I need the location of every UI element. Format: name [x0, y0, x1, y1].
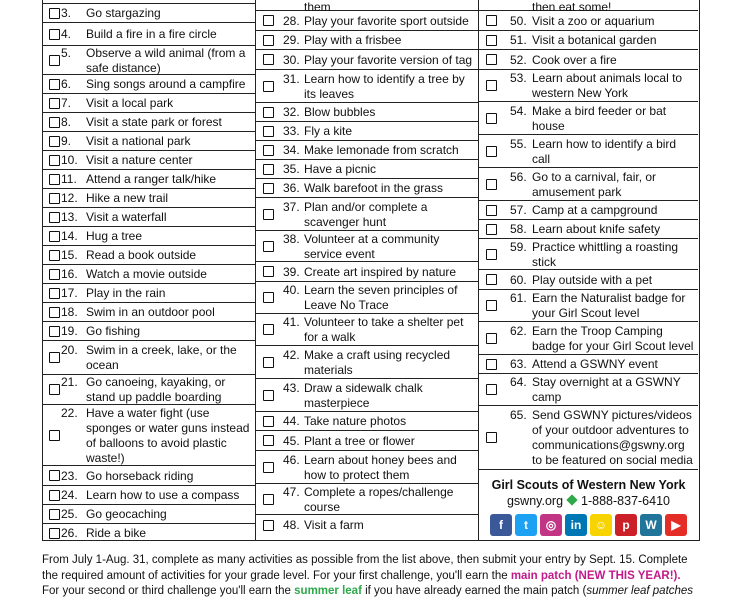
checklist-item [256, 515, 478, 536]
checklist-item [256, 122, 478, 141]
item-text: Make a craft using recycled materials [304, 348, 451, 377]
item-text: Send GSWNY pictures/videos of your outdoor adventures to communications@gswny.org to be featured on social media [532, 408, 693, 467]
checklist-item [479, 168, 698, 201]
checkbox[interactable] [49, 430, 60, 441]
item-number: 36. [283, 181, 300, 195]
checkbox[interactable] [263, 462, 274, 473]
checkbox[interactable] [263, 520, 274, 531]
item-text: Learn about animals local to western New York [532, 71, 683, 100]
item-text: Go to a carnival, fair, or amusement park [532, 170, 657, 199]
item-text: Attend a ranger talk/hike [86, 172, 217, 186]
instructions-line-3-italic: summer leaf patches [586, 585, 694, 597]
instagram-icon[interactable]: ◎ [540, 514, 562, 536]
checklist-item [256, 11, 478, 31]
checkbox[interactable] [263, 266, 274, 277]
item-text: Learn the seven principles of Leave No Trace [304, 283, 458, 312]
checkbox[interactable] [263, 390, 274, 401]
item-text: Attend a GSWNY event [532, 357, 658, 371]
item-number: 58. [510, 222, 527, 236]
item-text: Go stargazing [86, 6, 161, 20]
checkbox[interactable] [263, 145, 274, 156]
item-number: 45. [283, 434, 300, 448]
item-text: Have a water fight (use sponges or water guns instead of balloons to avoid plastic waste!) [86, 406, 250, 465]
item-number: 21. [61, 375, 78, 389]
item-text: Observe a wild animal (from a safe distance) [86, 46, 246, 75]
instructions-line-3: For your second or third challenge you'll earn the [42, 585, 295, 597]
item-number: 4. [61, 27, 72, 41]
item-text: Go geocaching [86, 507, 167, 521]
checklist-item [42, 505, 255, 524]
item-text: Practice whittling a roasting stick [532, 240, 679, 269]
checkbox[interactable] [263, 164, 274, 175]
checklist-item [479, 0, 698, 14]
checklist-item [256, 0, 478, 14]
item-text: Play your favorite sport outside [304, 14, 469, 28]
checkbox[interactable] [49, 98, 60, 109]
item-text: Plant a tree or flower [304, 434, 415, 448]
checkbox[interactable] [49, 490, 60, 501]
item-text: Play your favorite version of tag [304, 53, 473, 67]
twitter-icon[interactable]: t [515, 514, 537, 536]
checkbox[interactable] [49, 8, 60, 19]
checklist-item [256, 50, 478, 70]
checkbox[interactable] [49, 212, 60, 223]
checkbox[interactable] [49, 470, 60, 481]
checkbox[interactable] [486, 146, 497, 157]
checklist-item [42, 466, 255, 486]
item-text: Play with a frisbee [304, 33, 402, 47]
item-number: 61. [510, 291, 527, 305]
item-text: Camp at a campground [532, 203, 658, 217]
checkbox[interactable] [263, 107, 274, 118]
item-text: Create art inspired by nature [304, 265, 457, 279]
checklist-item [256, 379, 478, 412]
checklist-item [256, 141, 478, 160]
checklist-item [479, 201, 698, 220]
contact-info [479, 470, 698, 540]
checklist-item [42, 405, 255, 466]
checklist-item [256, 31, 478, 50]
phone-number[interactable]: 1-888-837-6410 [581, 494, 670, 508]
checkbox[interactable] [49, 352, 60, 363]
item-text: Watch a movie outside [86, 267, 207, 281]
item-text: Walk barefoot in the grass [304, 181, 443, 195]
checkbox[interactable] [49, 231, 60, 242]
item-number: 57. [510, 203, 527, 217]
item-text: Hike a new trail [86, 191, 169, 205]
checklist-item [42, 208, 255, 227]
item-number: 26. [61, 526, 78, 540]
item-text: Play in the rain [86, 286, 166, 300]
item-number: 6. [61, 77, 72, 91]
item-text: Visit a state park or forest [86, 115, 222, 129]
item-text: Visit a nature center [86, 153, 193, 167]
checkbox[interactable] [486, 80, 497, 91]
checkbox[interactable] [263, 35, 274, 46]
item-text: Complete a ropes/challenge course [304, 485, 454, 514]
checkbox[interactable] [486, 300, 497, 311]
checkbox[interactable] [49, 326, 60, 337]
item-number: 51. [510, 33, 527, 47]
checklist-item [479, 220, 698, 239]
item-number: 47. [283, 485, 300, 499]
checkbox[interactable] [263, 15, 274, 26]
checklist-item [479, 239, 698, 270]
checkbox[interactable] [49, 29, 60, 40]
checklist-item [42, 265, 255, 284]
checkbox[interactable] [486, 249, 497, 260]
checklist-item [42, 303, 255, 322]
item-number: 55. [510, 137, 527, 151]
item-number: 12. [61, 191, 78, 205]
item-number: 14. [61, 229, 78, 243]
item-text: Go horseback riding [86, 469, 194, 483]
item-text: Have a picnic [304, 162, 377, 176]
checklist-item [42, 284, 255, 303]
item-number: 46. [283, 453, 300, 467]
checklist-item [42, 189, 255, 208]
checklist-item [479, 135, 698, 168]
linkedin-icon[interactable]: in [565, 514, 587, 536]
item-text: Learn about knife safety [532, 222, 661, 236]
checklist-item [42, 486, 255, 505]
checklist-item [42, 227, 255, 246]
item-number: 20. [61, 343, 78, 357]
item-text: Earn the Troop Camping badge for your Girl Scout level [532, 324, 694, 353]
checkbox[interactable] [49, 117, 60, 128]
item-number: 37. [283, 200, 300, 214]
checklist-item [479, 11, 698, 31]
item-number: 25. [61, 507, 78, 521]
item-text: Swim in a creek, lake, or the ocean [86, 343, 237, 372]
item-text: Earn the Naturalist badge for your Girl Scout level [532, 291, 686, 320]
checkbox[interactable] [486, 35, 497, 46]
item-text: Make a bird feeder or bat house [532, 104, 667, 133]
checklist-item [42, 151, 255, 170]
item-number: 64. [510, 375, 527, 389]
checklist-item [256, 103, 478, 122]
item-text: Read a book outside [86, 248, 197, 262]
item-number: 33. [283, 124, 300, 138]
item-number: 38. [283, 232, 300, 246]
checklist-item [479, 355, 698, 374]
item-number: 7. [61, 96, 72, 110]
item-number: 5. [61, 46, 72, 60]
item-number: 54. [510, 104, 527, 118]
item-number: 44. [283, 414, 300, 428]
checkbox[interactable] [486, 15, 497, 26]
instructions-text [42, 553, 702, 600]
item-number: 42. [283, 348, 300, 362]
checkbox[interactable] [263, 183, 274, 194]
item-number: 32. [283, 105, 300, 119]
checkbox[interactable] [486, 54, 497, 65]
item-number: 62. [510, 324, 527, 338]
item-number: 34. [283, 143, 300, 157]
checkbox[interactable] [49, 136, 60, 147]
checkbox[interactable] [486, 274, 497, 285]
checklist-item [42, 113, 255, 132]
checkbox[interactable] [49, 384, 60, 395]
checklist-item [479, 102, 698, 135]
item-number: 3. [61, 6, 72, 20]
item-number: 43. [283, 381, 300, 395]
item-number: 53. [510, 71, 527, 85]
item-number: 60. [510, 273, 527, 287]
item-text: Visit a farm [304, 518, 364, 532]
item-text: Hug a tree [86, 229, 143, 243]
item-text: Learn how to identify a bird call [532, 137, 677, 166]
item-number: 41. [283, 315, 300, 329]
checkbox[interactable] [486, 224, 497, 235]
item-number: 16. [61, 267, 78, 281]
item-text: Visit a national park [86, 134, 191, 148]
checklist-item [256, 431, 478, 451]
checkbox[interactable] [263, 209, 274, 220]
checkbox[interactable] [486, 432, 497, 443]
item-text: Learn how to use a compass [86, 488, 240, 502]
checklist-item [42, 46, 255, 75]
diamond-icon [566, 494, 577, 505]
checkbox[interactable] [486, 205, 497, 216]
item-number: 15. [61, 248, 78, 262]
checklist-item [42, 4, 255, 23]
checklist-item [42, 341, 255, 375]
youtube-icon[interactable]: ▶ [665, 514, 687, 536]
item-number: 65. [510, 408, 527, 422]
checklist-item [42, 23, 255, 46]
checklist-item [42, 246, 255, 265]
checklist-item [256, 70, 478, 103]
checkbox[interactable] [263, 357, 274, 368]
main-patch-highlight: main patch (NEW THIS YEAR!). [510, 569, 681, 582]
item-text: Draw a sidewalk chalk masterpiece [304, 381, 423, 410]
checklist-item [42, 524, 255, 543]
item-number: 8. [61, 115, 72, 129]
checkbox[interactable] [486, 333, 497, 344]
checkbox[interactable] [49, 307, 60, 318]
checkbox[interactable] [263, 292, 274, 303]
item-text: Visit a local park [86, 96, 174, 110]
item-number: 11. [61, 172, 77, 186]
contact-line [479, 494, 698, 508]
item-text: Stay overnight at a GSWNY camp [532, 375, 681, 404]
item-text: Learn about honey bees and how to protect them [304, 453, 457, 482]
item-number: 19. [61, 324, 78, 338]
item-number: 23. [61, 469, 78, 483]
item-text: Plan and/or complete a scavenger hunt [304, 200, 428, 229]
checklist-item [256, 484, 478, 515]
checklist-item [479, 290, 698, 322]
checklist-item [256, 412, 478, 431]
item-number: 22. [61, 406, 78, 420]
item-number: 59. [510, 240, 527, 254]
item-number: 9. [61, 134, 72, 148]
checklist-item [479, 374, 698, 406]
checklist-item [256, 179, 478, 198]
item-text: Sing songs around a campfire [86, 77, 246, 91]
item-number: 24. [61, 488, 78, 502]
item-number: 29. [283, 33, 300, 47]
checkbox[interactable] [49, 250, 60, 261]
checklist-item [256, 262, 478, 282]
item-number: 50. [510, 14, 527, 28]
checklist-item [42, 170, 255, 189]
item-number: 13. [61, 210, 78, 224]
summer-leaf-highlight: summer leaf [294, 585, 362, 597]
item-text: Visit a zoo or aquarium [532, 14, 655, 28]
item-number: 40. [283, 283, 300, 297]
checklist-item [42, 375, 255, 405]
org-name: Girl Scouts of Western New York [491, 478, 686, 492]
checklist-item [256, 314, 478, 346]
item-number: 31. [283, 72, 300, 86]
item-text: Take nature photos [304, 414, 407, 428]
item-number: 17. [61, 286, 78, 300]
checkbox[interactable] [49, 55, 60, 66]
item-text: Go fishing [86, 324, 141, 338]
checklist-item [256, 231, 478, 262]
checkbox[interactable] [486, 384, 497, 395]
checkbox[interactable] [49, 79, 60, 90]
facebook-icon[interactable]: f [490, 514, 512, 536]
checklist-item [42, 132, 255, 151]
item-number: 56. [510, 170, 527, 184]
item-number: 39. [283, 265, 300, 279]
checklist-item [479, 31, 698, 50]
checklist-item [256, 160, 478, 179]
instructions-line-2: the required amount of activities for your grade level. For your first challenge, you'll earn the [42, 569, 511, 582]
checklist-item [42, 94, 255, 113]
checkbox[interactable] [49, 509, 60, 520]
item-text: Volunteer at a community service event [304, 232, 440, 261]
checkbox[interactable] [49, 174, 60, 185]
item-text: Visit a botanical garden [532, 33, 657, 47]
instructions-line-3-cont: if you have already earned the main patch ( [361, 585, 587, 597]
checklist-item [256, 346, 478, 379]
item-text: Cook over a fire [532, 53, 617, 67]
instructions-line-1: From July 1-Aug. 31, complete as many activities as possible from the list above, then submit your entry by Sept. 15. Complete [42, 554, 688, 566]
item-number: 18. [61, 305, 78, 319]
item-number: 48. [283, 518, 300, 532]
item-text: Learn how to identify a tree by its leaves [304, 72, 465, 101]
snapchat-icon[interactable]: ☺ [590, 514, 612, 536]
pinterest-icon[interactable]: p [615, 514, 637, 536]
item-text: Build a fire in a fire circle [86, 27, 217, 41]
item-text: Swim in an outdoor pool [86, 305, 215, 319]
item-number: 35. [283, 162, 300, 176]
checklist-item [479, 270, 698, 290]
item-number: 30. [283, 53, 300, 67]
wordpress-icon[interactable]: W [640, 514, 662, 536]
item-text: Play outside with a pet [532, 273, 653, 287]
checkbox[interactable] [486, 179, 497, 190]
checklist-item [479, 322, 698, 355]
item-text: Ride a bike [86, 526, 147, 540]
item-number: 28. [283, 14, 300, 28]
checklist-item [42, 75, 255, 94]
item-text: them [304, 0, 331, 14]
checkbox[interactable] [263, 54, 274, 65]
item-text: Blow bubbles [304, 105, 376, 119]
item-text: Fly a kite [304, 124, 353, 138]
checklist-item [479, 70, 698, 102]
item-text: then eat some! [532, 0, 612, 14]
checkbox[interactable] [263, 435, 274, 446]
checkbox[interactable] [49, 193, 60, 204]
checkbox[interactable] [49, 269, 60, 280]
item-number: 63. [510, 357, 527, 371]
checkbox[interactable] [49, 155, 60, 166]
checkbox[interactable] [263, 324, 274, 335]
social-icons [479, 514, 698, 536]
item-number: 52. [510, 53, 527, 67]
checklist-item [256, 282, 478, 314]
item-text: Visit a waterfall [86, 210, 167, 224]
checklist-item [42, 322, 255, 341]
checkbox[interactable] [263, 81, 274, 92]
checkbox[interactable] [486, 113, 497, 124]
item-text: Go canoeing, kayaking, or stand up paddle boarding [86, 375, 226, 404]
item-text: Make lemonade from scratch [304, 143, 459, 157]
checkbox[interactable] [263, 126, 274, 137]
checklist-item [256, 198, 478, 231]
website-link[interactable]: gswny.org [506, 494, 564, 508]
checkbox[interactable] [263, 241, 274, 252]
checkbox[interactable] [49, 528, 60, 539]
checkbox[interactable] [49, 288, 60, 299]
checkbox[interactable] [263, 494, 274, 505]
checklist-item [256, 451, 478, 484]
item-number: 10. [61, 153, 78, 167]
checklist-item [479, 50, 698, 70]
checkbox[interactable] [486, 359, 497, 370]
checkbox[interactable] [263, 416, 274, 427]
checklist-item [479, 406, 698, 470]
item-text: Volunteer to take a shelter pet for a walk [304, 315, 464, 344]
